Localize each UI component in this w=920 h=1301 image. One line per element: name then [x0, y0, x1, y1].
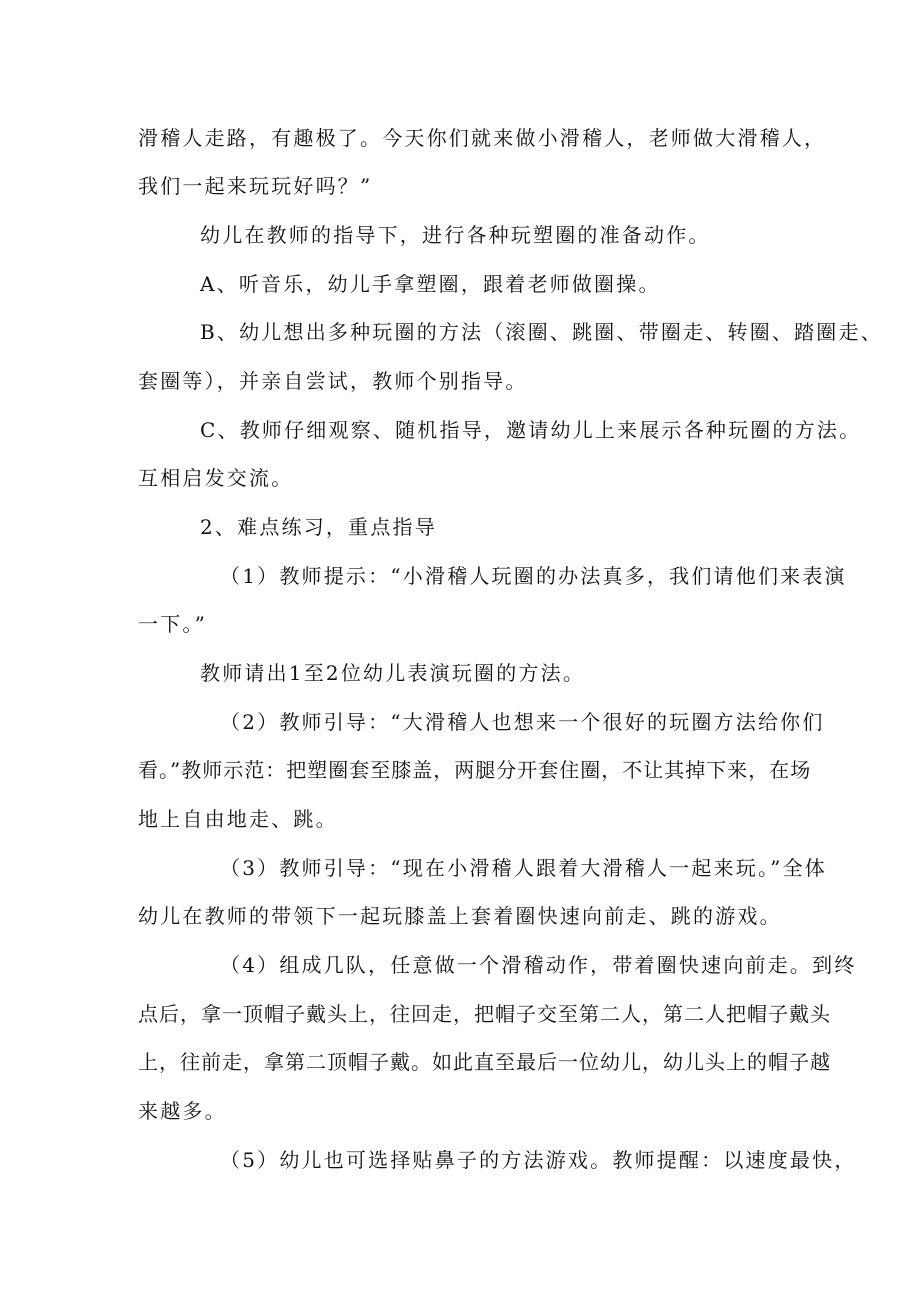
section-heading: 2、难点练习，重点指导 [200, 515, 437, 539]
text-line-13: （2）教师引导：“大滑稽人也想来一个很好的玩圈方法给你们 [220, 710, 825, 734]
text-line-8: 互相启发交流。 [138, 466, 294, 490]
text-line-17: 幼儿在教师的带领下一起玩膝盖上套着圈快速向前走、跳的游戏。 [138, 904, 782, 928]
text-line-7: C、教师仔细观察、随机指导，邀请幼儿上来展示各种玩圈的方法。 [200, 418, 862, 442]
text-line-16: （3）教师引导：“现在小滑稽人跟着大滑稽人一起来玩。”全体 [220, 856, 827, 880]
text-line-6: 套圈等），并亲自尝试，教师个别指导。 [138, 369, 528, 393]
text-line-1: 滑稽人走路，有趣极了。今天你们就来做小滑稽人，老师做大滑稽人， [138, 126, 827, 150]
text-line-10: （1）教师提示：“小滑稽人玩圈的办法真多，我们请他们来表演 [220, 564, 847, 588]
text-line-4: A、听音乐，幼儿手拿塑圈，跟着老师做圈操。 [200, 272, 661, 296]
text-line-18: （4）组成几队，任意做一个滑稽动作，带着圈快速向前走。到终 [220, 953, 857, 977]
text-line-15: 地上自由地走、跳。 [138, 807, 338, 831]
text-line-11: 一下。” [138, 612, 208, 636]
text-line-3: 幼儿在教师的指导下，进行各种玩塑圈的准备动作。 [200, 223, 711, 247]
text-line-2: 我们一起来玩玩好吗？” [138, 174, 373, 198]
text-line-21: 来越多。 [138, 1099, 227, 1123]
text-line-20: 上，往前走，拿第二顶帽子戴。如此直至最后一位幼儿，幼儿头上的帽子越 [138, 1050, 831, 1074]
text-line-12: 教师请出1至2位幼儿表演玩圈的方法。 [200, 661, 586, 685]
text-line-5: B、幼儿想出多种玩圈的方法（滚圈、跳圈、带圈走、转圈、踏圈走、 [200, 320, 883, 344]
text-line-19: 点后，拿一顶帽子戴头上，往回走，把帽子交至第二人，第二人把帽子戴头 [138, 1002, 831, 1026]
text-line-22: （5）幼儿也可选择贴鼻子的方法游戏。教师提醒：以速度最快， [220, 1148, 857, 1172]
text-line-14: 看。”教师示范：把塑圈套至膝盖，两腿分开套住圈，不让其掉下来，在场 [138, 758, 812, 782]
